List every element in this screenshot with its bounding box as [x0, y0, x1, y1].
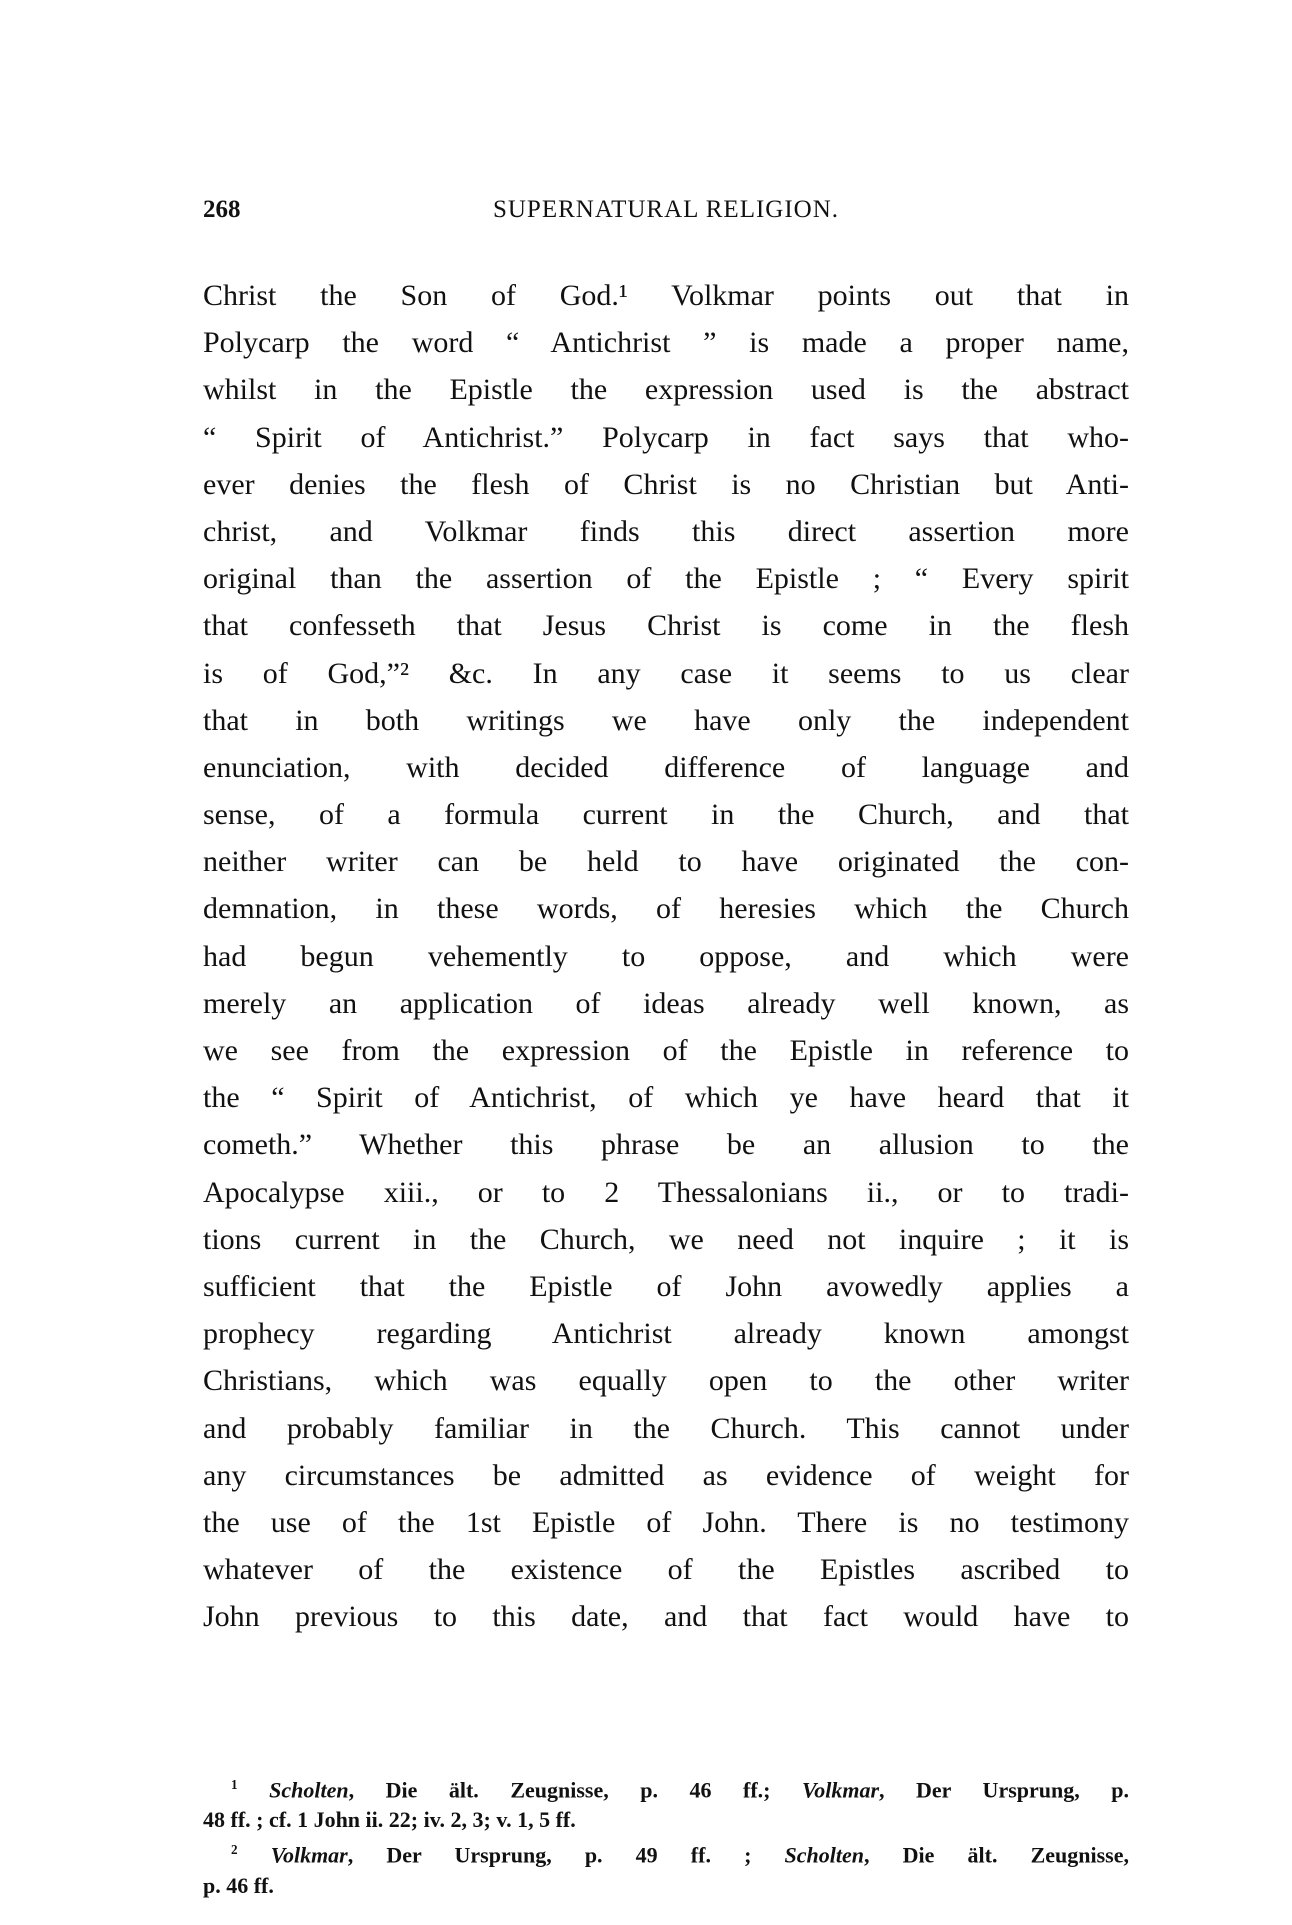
text-line: that in both writings we have only the independent: [203, 703, 1129, 737]
body-text: [203, 272, 1129, 1640]
text-line: that confesseth that Jesus Christ is come in the flesh: [203, 609, 1129, 643]
text-line: christ, and Volkmar finds this direct assertion more: [203, 514, 1129, 548]
text-line: neither writer can be held to have originated the con-: [203, 845, 1129, 879]
text-line: the “ Spirit of Antichrist, of which ye have heard that it: [203, 1081, 1129, 1115]
text-line: enunciation, with decided difference of language and: [203, 750, 1129, 784]
text-line: and probably familiar in the Church. This cannot under: [203, 1411, 1129, 1445]
footnote-author: Scholten: [784, 1842, 865, 1868]
text-line: any circumstances be admitted as evidence of weight for: [203, 1458, 1129, 1492]
footnote-1: [203, 1770, 1129, 1805]
text-line: Apocalypse xiii., or to 2 Thessalonians ii., or to tradi-: [203, 1175, 1129, 1209]
footnote-2-cont: p. 46 ff.: [203, 1872, 274, 1898]
text-line: original than the assertion of the Epistle ; “ Every spirit: [203, 562, 1129, 596]
footnotes: [203, 1770, 1129, 1901]
text-line: is of God,”² &c. In any case it seems to us clear: [203, 656, 1129, 690]
page-number: 268: [203, 196, 241, 223]
text-line: “ Spirit of Antichrist.” Polycarp in fact says that who-: [203, 420, 1129, 454]
footnote-author: Scholten: [269, 1777, 349, 1803]
text-line: we see from the expression of the Epistle in reference to: [203, 1034, 1129, 1067]
running-header: [203, 196, 1129, 232]
footnote-author: Volkmar: [801, 1777, 880, 1803]
text-line: the use of the 1st Epistle of John. There is no testimony: [203, 1505, 1129, 1539]
text-line: Polycarp the word “ Antichrist ” is made a proper name,: [203, 326, 1129, 360]
text-line: ever denies the flesh of Christ is no Christian but Anti-: [203, 467, 1129, 501]
footnote-text: , Die ält. Zeugnisse,: [864, 1842, 1129, 1868]
footnote-author: Volkmar: [270, 1842, 348, 1868]
text-line: sense, of a formula current in the Church, and that: [203, 798, 1129, 832]
footnote-text: , Der Ursprung, p.: [879, 1777, 1129, 1803]
text-line: prophecy regarding Antichrist already known amongst: [203, 1317, 1129, 1351]
text-line: demnation, in these words, of heresies which the Church: [203, 892, 1129, 926]
footnote-1-cont: 48 ff. ; cf. 1 John ii. 22; iv. 2, 3; v. 1, 5 ff.: [203, 1807, 576, 1833]
text-line: John previous to this date, and that fact would have to: [203, 1600, 1129, 1634]
text-line: whatever of the existence of the Epistles ascribed to: [203, 1553, 1129, 1587]
footnote-text: , Der Ursprung, p. 49 ff. ;: [347, 1842, 785, 1868]
running-title: SUPERNATURAL RELIGION.: [492, 196, 840, 223]
text-line: cometh.” Whether this phrase be an allusion to the: [203, 1128, 1129, 1162]
text-line: had begun vehemently to oppose, and which were: [203, 939, 1129, 973]
text-line: tions current in the Church, we need not inquire ; it is: [203, 1222, 1129, 1256]
text-line: whilst in the Epistle the expression used is the abstract: [203, 373, 1129, 407]
footnote-marker: 2: [231, 1842, 238, 1858]
text-line: merely an application of ideas already well known, as: [203, 986, 1129, 1020]
footnote-text: , Die ält. Zeugnisse, p. 46 ff.;: [348, 1777, 802, 1803]
footnote-2: [203, 1835, 1129, 1870]
footnote-marker: 1: [231, 1777, 238, 1792]
text-line: sufficient that the Epistle of John avowedly applies a: [203, 1269, 1129, 1303]
text-line: Christ the Son of God.¹ Volkmar points out that in: [203, 279, 1129, 312]
text-line: Christians, which was equally open to the other writer: [203, 1364, 1129, 1398]
